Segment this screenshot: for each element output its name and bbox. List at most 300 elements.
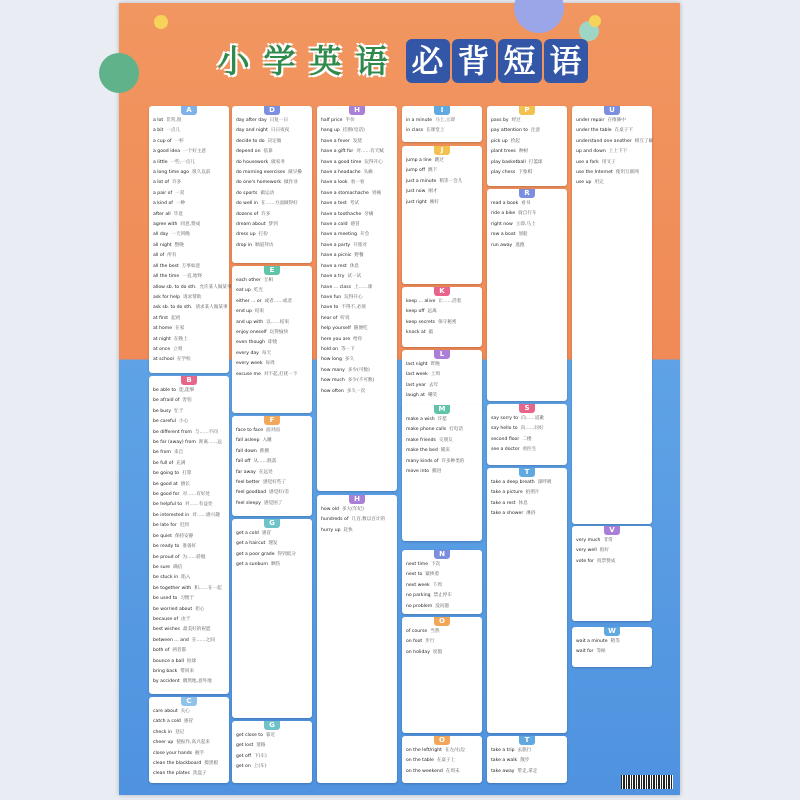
phrase-item <box>576 116 648 126</box>
phrase-english: hundreds of <box>321 517 349 523</box>
phrase-english: depend on <box>236 149 261 155</box>
phrase-english: how often <box>321 388 344 394</box>
phrase-chinese: 立刻 <box>173 346 183 352</box>
phrase-english: read a book <box>491 201 519 206</box>
phrase-item <box>236 276 308 286</box>
section-card-e <box>232 266 312 413</box>
phrase-item <box>491 168 563 178</box>
phrase-chinese: 每周 <box>265 361 275 367</box>
phrase-english: after all <box>153 211 171 217</box>
phrase-english: bounce a ball <box>153 658 184 664</box>
phrase-chinese: 拍照片 <box>525 490 540 496</box>
phrase-english: be far (away) from <box>153 440 196 446</box>
section-card-k <box>402 287 482 347</box>
phrase-item <box>491 220 563 230</box>
phrase-english: very much <box>576 538 601 543</box>
section-letter: L <box>434 350 450 359</box>
phrase-list <box>406 116 478 137</box>
phrase-chinese: 头痛 <box>363 170 373 176</box>
phrase-chinese: 一种 <box>175 201 186 207</box>
phrase-english: how many <box>321 367 345 373</box>
phrase-item <box>153 646 225 656</box>
phrase-english: how long <box>321 357 342 363</box>
phrase-item <box>153 500 225 510</box>
phrase-chinese: 对……感兴趣 <box>192 512 220 518</box>
phrase-list <box>236 276 308 380</box>
phrase-item <box>153 241 225 251</box>
phrase-item <box>321 126 393 136</box>
phrase-item <box>491 424 563 434</box>
phrase-chinese: 下次 <box>431 562 441 567</box>
phrase-chinese: 整晚 <box>174 242 184 248</box>
phrase-chinese: 最美好的祝愿 <box>182 627 211 633</box>
phrase-english: both of <box>153 648 170 654</box>
phrase-chinese: 用完 <box>594 180 604 186</box>
phrase-list <box>491 746 563 777</box>
phrase-item <box>406 156 478 166</box>
section-card-o <box>402 617 482 733</box>
phrase-chinese: 多久一次 <box>346 388 366 394</box>
phrase-chinese: 划船 <box>518 232 528 238</box>
phrase-chinese: 对……有益处 <box>185 502 213 508</box>
phrase-english: here you are <box>321 336 351 342</box>
phrase-english: catch a cold <box>153 719 181 725</box>
phrase-english: wait a minute <box>576 639 608 644</box>
title-char: 学 <box>263 42 296 80</box>
phrase-chinese: 多大(年纪) <box>341 507 364 512</box>
phrase-chinese: 和……在一起 <box>194 585 222 591</box>
phrase-english: knock at <box>406 330 426 336</box>
phrase-item <box>153 324 225 334</box>
phrase-chinese: 使振作,高兴起来 <box>176 740 210 746</box>
phrase-english: feel goodbad <box>236 490 267 496</box>
phrase-item <box>236 168 308 178</box>
phrase-english: a little <box>153 159 168 165</box>
section-card-d <box>232 106 312 263</box>
title-char: 小 <box>217 42 250 80</box>
phrase-english: say sorry to <box>491 416 519 421</box>
phrase-english: row a boat <box>491 232 516 238</box>
phrase-english: feel sleepy <box>236 500 261 506</box>
phrase-english: a lot <box>153 118 164 123</box>
phrase-list <box>406 560 478 612</box>
phrase-english: at night <box>153 336 171 342</box>
phrase-english: be worried about <box>153 606 193 612</box>
phrase-item <box>406 457 478 467</box>
phrase-chinese: 胃痛 <box>371 190 382 196</box>
phrase-english: be quiet <box>153 533 172 539</box>
phrase-chinese: 赶快 <box>343 527 353 533</box>
phrase-chinese: 上周 <box>430 372 441 378</box>
phrase-item <box>153 355 225 365</box>
phrase-english: be stuck in <box>153 575 179 581</box>
phrase-english: a kind of <box>153 201 173 207</box>
phrase-english: a long time ago <box>153 170 190 176</box>
phrase-item <box>236 210 308 220</box>
section-card-c <box>149 697 229 783</box>
phrase-english: be good for <box>153 492 180 498</box>
phrase-english: very well <box>576 548 597 554</box>
phrase-english: use a fork <box>576 159 599 165</box>
phrase-chinese: 跌倒 <box>259 448 270 454</box>
phrase-chinese: 日日夜夜 <box>270 128 290 134</box>
section-letter: T <box>519 468 535 477</box>
phrase-chinese: 逃跑 <box>515 242 525 248</box>
phrase-english: no problem <box>406 603 433 609</box>
phrase-english: enjoy oneself <box>236 330 267 336</box>
phrase-chinese: 陷入 <box>181 575 191 581</box>
phrase-item <box>321 314 393 324</box>
phrase-english: have a test <box>321 201 347 207</box>
phrase-chinese: 许多种类的 <box>441 458 465 464</box>
phrase-list <box>491 199 563 251</box>
phrase-item <box>491 746 563 756</box>
phrase-english: take a trip <box>491 748 515 753</box>
phrase-english: be careful <box>153 419 176 425</box>
phrase-item <box>153 178 225 188</box>
phrase-chinese: 骑自行车 <box>518 211 537 217</box>
phrase-list <box>153 116 232 366</box>
phrase-item <box>321 251 393 261</box>
phrase-english: laugh at <box>406 393 425 399</box>
phrase-item <box>236 189 308 199</box>
phrase-chinese: 一天到晚 <box>171 232 190 238</box>
phrase-chinese: 给你 <box>353 336 363 342</box>
phrase-chinese: 在……方面做得好 <box>260 201 298 207</box>
phrase-chinese: 多少(可数) <box>347 367 370 373</box>
phrase-list <box>321 505 393 536</box>
phrase-english: run away <box>491 242 513 248</box>
phrase-english: hear of <box>321 315 338 321</box>
phrase-english: excuse me <box>236 371 261 377</box>
phrase-chinese: 经过 <box>511 118 521 123</box>
phrase-english: be late for <box>153 523 177 529</box>
section-card-h <box>317 495 397 783</box>
phrase-english: ask for help <box>153 294 181 300</box>
phrase-chinese: 洗盘子 <box>192 771 207 777</box>
phrase-item <box>321 303 393 313</box>
phrase-english: have ... class <box>321 284 351 290</box>
section-card-w <box>572 627 652 667</box>
phrase-item <box>153 386 225 396</box>
phrase-item <box>236 731 308 741</box>
phrase-english: how much <box>321 378 345 384</box>
phrase-item <box>153 553 225 563</box>
decor-star <box>589 15 601 27</box>
phrase-chinese: 起初 <box>171 315 181 321</box>
phrase-chinese: 种树 <box>518 149 529 155</box>
phrase-item <box>491 478 563 488</box>
section-letter: T <box>519 736 535 745</box>
phrase-item <box>236 359 308 369</box>
phrase-english: keep ... alive <box>406 299 436 304</box>
phrase-english: day after day <box>236 118 267 123</box>
phrase-chinese: 铺床 <box>440 448 450 454</box>
phrase-chinese: 带走,拿走 <box>517 768 538 774</box>
phrase-item <box>406 746 478 756</box>
phrase-item <box>236 328 308 338</box>
phrase-english: be able to <box>153 388 177 393</box>
phrase-item <box>153 459 225 469</box>
barcode <box>621 775 673 789</box>
section-letter: R <box>519 189 535 198</box>
phrase-item <box>406 328 478 338</box>
phrase-chinese: 所有 <box>167 253 177 259</box>
phrase-item <box>321 505 393 515</box>
phrase-item <box>491 116 563 126</box>
phrase-chinese: 入睡 <box>262 438 272 444</box>
phrase-item <box>236 349 308 359</box>
phrase-english: a good idea <box>153 149 181 155</box>
phrase-chinese: 在晚上 <box>173 336 188 342</box>
phrase-item <box>236 447 308 457</box>
phrase-english: have a party <box>321 242 351 248</box>
phrase-item <box>406 198 478 208</box>
phrase-english: a lot of <box>153 180 170 186</box>
phrase-chinese: 面对面 <box>266 428 280 433</box>
phrase-item <box>153 303 228 313</box>
phrase-english: second floor <box>491 436 520 442</box>
phrase-english: do one's homework <box>236 180 281 186</box>
phrase-chinese: 去年 <box>429 382 439 388</box>
phrase-english: at first <box>153 315 169 321</box>
phrase-chinese: 在左/右边 <box>444 748 465 753</box>
phrase-english: have a cold <box>321 222 348 228</box>
phrase-chinese: 结束 <box>254 309 265 315</box>
phrase-chinese: 擅长 <box>180 481 190 487</box>
phrase-english: make friends <box>406 437 436 443</box>
phrase-english: take a deep breath <box>491 480 535 485</box>
phrase-item <box>236 550 308 560</box>
poster <box>119 3 680 795</box>
phrase-chinese: 等候 <box>596 649 606 655</box>
phrase-english: pay attention to <box>491 128 528 134</box>
phrase-list <box>236 426 308 509</box>
section-card-s <box>487 404 567 465</box>
phrase-chinese: 关心 <box>180 709 190 714</box>
phrase-english: be helpful to <box>153 502 183 508</box>
phrase-chinese: 下象棋 <box>518 170 533 176</box>
phrase-item <box>576 158 648 168</box>
phrase-english: do well in <box>236 201 258 207</box>
phrase-english: have to <box>321 305 339 311</box>
section-card-p <box>487 106 567 186</box>
phrase-english: do sports <box>236 190 258 196</box>
phrase-english: take a picture <box>491 490 523 496</box>
phrase-list <box>576 116 654 189</box>
phrase-item <box>321 335 393 345</box>
decor-circle <box>514 0 564 33</box>
phrase-item <box>576 126 648 136</box>
phrase-item <box>153 251 225 261</box>
section-card-b <box>149 376 229 694</box>
section-card-g <box>232 519 312 718</box>
phrase-item <box>153 759 225 769</box>
phrase-chinese: 在学校 <box>176 357 191 363</box>
phrase-list <box>406 415 478 477</box>
title-char: 必 <box>406 39 450 83</box>
phrase-english: at home <box>153 326 173 332</box>
section-card-t <box>487 468 567 733</box>
phrase-chinese: 步行 <box>425 639 435 645</box>
phrase-item <box>321 526 393 536</box>
phrase-chinese: 决定做 <box>267 138 282 144</box>
phrase-english: of course <box>406 629 428 634</box>
phrase-item <box>236 741 308 751</box>
phrase-chinese: 下周 <box>432 582 442 588</box>
phrase-item <box>321 293 393 303</box>
phrase-english: get lost <box>236 743 254 749</box>
phrase-chinese: 在桌子下 <box>614 128 633 134</box>
phrase-english: be ready to <box>153 544 180 550</box>
phrase-english: get off <box>236 753 251 759</box>
phrase-chinese: 即使 <box>268 340 278 346</box>
phrase-english: under the table <box>576 128 612 134</box>
phrase-chinese: 去旅行 <box>517 748 532 753</box>
section-card-n <box>402 550 482 614</box>
phrase-item <box>406 560 478 570</box>
phrase-item <box>153 283 232 293</box>
phrase-english: have a picnic <box>321 253 352 259</box>
phrase-item <box>406 581 478 591</box>
phrase-chinese: 等一下 <box>341 346 355 352</box>
phrase-english: be going to <box>153 471 180 477</box>
title-char: 语 <box>355 42 388 80</box>
phrase-item <box>406 126 478 136</box>
section-card-a <box>149 106 232 373</box>
phrase-english: in class <box>406 128 424 134</box>
phrase-chinese: 挂断(电话) <box>342 128 365 134</box>
phrase-item <box>236 338 308 348</box>
phrase-chinese: 拍球 <box>186 658 197 664</box>
phrase-item <box>153 345 225 355</box>
phrase-chinese: 玩得开心 <box>344 294 363 300</box>
phrase-english: vote for <box>576 558 594 564</box>
section-letter: O <box>434 736 450 745</box>
phrase-english: have a rest <box>321 263 347 269</box>
phrase-chinese: 万事如意 <box>181 263 201 269</box>
phrase-chinese: 握手 <box>195 750 205 756</box>
phrase-item <box>153 210 225 220</box>
phrase-chinese: 让……活着 <box>438 299 462 304</box>
phrase-chinese: 交朋友 <box>438 437 453 443</box>
phrase-chinese: 打篮球 <box>528 159 543 165</box>
phrase-chinese: 听说 <box>340 315 350 321</box>
phrase-english: all the best <box>153 263 179 269</box>
phrase-item <box>406 425 478 435</box>
phrase-item <box>153 293 225 303</box>
phrase-item <box>321 376 393 386</box>
phrase-english: be good at <box>153 481 178 487</box>
phrase-chinese: 昨晚 <box>430 362 440 367</box>
section-letter: E <box>264 266 280 275</box>
phrase-chinese: 在维修中 <box>607 118 626 123</box>
phrase-chinese: 远离 <box>427 309 437 315</box>
section-card-r <box>487 189 567 401</box>
phrase-list <box>153 707 225 780</box>
page-title <box>212 39 588 83</box>
phrase-english: have a good time <box>321 159 362 165</box>
phrase-chinese: 一直,始终 <box>182 274 203 280</box>
phrase-item <box>153 738 225 748</box>
phrase-item <box>491 230 563 240</box>
phrase-item <box>321 210 393 220</box>
phrase-item <box>576 637 648 647</box>
section-letter: N <box>434 550 450 559</box>
section-letter: B <box>181 376 197 385</box>
phrase-item <box>406 648 478 658</box>
section-letter: H <box>349 106 365 115</box>
phrase-chinese: 投票赞成 <box>596 558 616 564</box>
phrase-english: help yourself <box>321 326 351 332</box>
phrase-chinese: 向……道歉 <box>521 416 545 421</box>
phrase-item <box>153 189 225 199</box>
phrase-item <box>321 116 393 126</box>
phrase-english: at school <box>153 357 174 363</box>
phrase-chinese: 做运动 <box>260 190 275 196</box>
phrase-chinese: 很久以前 <box>192 170 211 176</box>
phrase-item <box>153 417 225 427</box>
phrase-item <box>236 199 308 209</box>
phrase-english: take a shower <box>491 511 524 517</box>
phrase-chinese: 稍等一会儿 <box>439 178 463 184</box>
phrase-english: under repair <box>576 118 605 123</box>
phrase-list <box>406 627 478 658</box>
phrase-item <box>153 521 225 531</box>
phrase-chinese: 迟到 <box>179 523 189 529</box>
phrase-item <box>153 717 225 727</box>
phrase-english: fall off <box>236 459 251 465</box>
phrase-english: say hello to <box>491 426 518 432</box>
phrase-chinese: 或者……或者 <box>264 298 293 304</box>
phrase-item <box>576 137 654 147</box>
phrase-english: half price <box>321 118 343 123</box>
phrase-item <box>321 178 393 188</box>
phrase-chinese: 一点儿 <box>166 128 181 134</box>
phrase-list <box>236 529 308 571</box>
section-letter: D <box>264 106 280 115</box>
phrase-chinese: 上(车) <box>253 764 267 770</box>
phrase-list <box>491 478 563 520</box>
phrase-english: take a rest <box>491 500 516 506</box>
phrase-item <box>491 241 563 251</box>
phrase-item <box>321 387 393 397</box>
phrase-english: have a fever <box>321 138 350 144</box>
phrase-english: day and night <box>236 128 268 134</box>
phrase-item <box>236 457 308 467</box>
phrase-english: last year <box>406 382 426 388</box>
phrase-chinese: 非常 <box>603 538 613 543</box>
title-banner <box>119 39 680 83</box>
phrase-item <box>153 448 225 458</box>
phrase-item <box>236 370 308 380</box>
phrase-item <box>321 345 393 355</box>
phrase-chinese: 看书 <box>521 201 531 206</box>
phrase-chinese: 半价 <box>345 118 355 123</box>
phrase-item <box>153 438 225 448</box>
phrase-chinese: 在……之间 <box>191 637 215 643</box>
phrase-chinese: 感冒 <box>350 222 360 228</box>
phrase-chinese: 几百,数以百计的 <box>351 517 386 523</box>
phrase-chinese: 请求某人做某事 <box>195 305 228 311</box>
section-letter: S <box>519 404 535 413</box>
phrase-item <box>491 767 563 777</box>
phrase-english: all day <box>153 232 169 238</box>
phrase-item <box>406 360 478 370</box>
phrase-item <box>406 570 478 580</box>
phrase-english: on the weekend <box>406 768 443 774</box>
phrase-english: ride a bike <box>491 211 516 217</box>
